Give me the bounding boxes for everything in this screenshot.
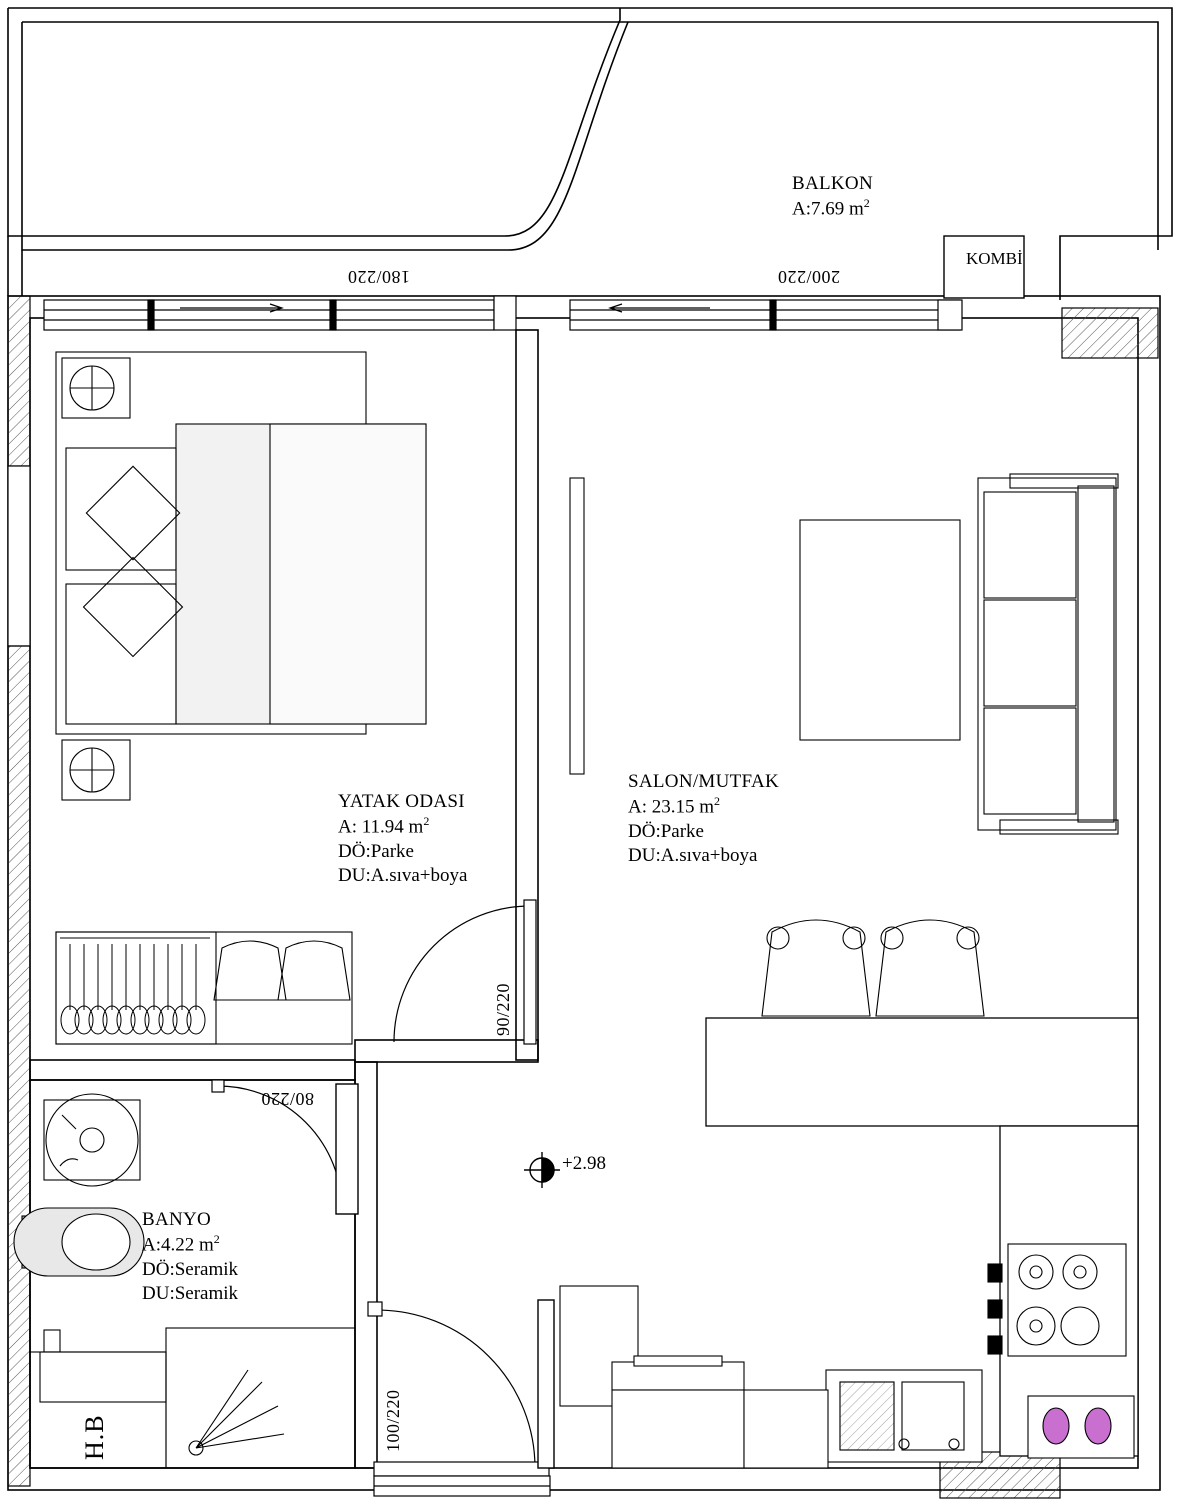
room-label-yatak-odasi bbox=[338, 790, 467, 889]
hb-label: H.B bbox=[80, 1414, 109, 1460]
yatak-odasi-wall: DU:A.sıva+boya bbox=[338, 865, 468, 887]
balkon-name: BALKON bbox=[792, 173, 873, 194]
room-label-banyo bbox=[142, 1208, 238, 1307]
kombi-label: KOMBİ bbox=[966, 249, 1023, 268]
yatak-odasi-floor: DÖ:Parke bbox=[338, 840, 414, 862]
room-label-balkon bbox=[792, 172, 873, 222]
salon-mutfak-floor: DÖ:Parke bbox=[628, 820, 704, 842]
opening-label-window-living: 200/220 bbox=[777, 267, 840, 287]
opening-label-door-entry: 100/220 bbox=[383, 1389, 403, 1452]
banyo-wall: DU:Seramik bbox=[142, 1283, 239, 1305]
salon-mutfak-name: SALON/MUTFAK bbox=[628, 771, 780, 792]
opening-label-window-bedroom: 180/220 bbox=[347, 267, 410, 287]
banyo-area: A:4.22 $m^2$ bbox=[142, 1232, 220, 1256]
balkon-area: A:7.69 $m^2$ bbox=[792, 196, 870, 220]
yatak-odasi-name: YATAK ODASI bbox=[338, 791, 465, 812]
opening-label-door-bathroom: 80/220 bbox=[260, 1089, 314, 1109]
banyo-floor: DÖ:Seramik bbox=[142, 1258, 239, 1280]
yatak-odasi-area: A: 11.94 $m^2$ bbox=[338, 814, 430, 838]
salon-mutfak-area: A: 23.15 $m^2$ bbox=[628, 794, 721, 818]
opening-label-door-bedroom: 90/220 bbox=[493, 982, 513, 1036]
level-marker-label: +2.98 bbox=[562, 1153, 606, 1174]
salon-mutfak-wall: DU:A.sıva+boya bbox=[628, 845, 758, 867]
banyo-name: BANYO bbox=[142, 1209, 212, 1230]
room-label-salon-mutfak bbox=[628, 770, 779, 869]
